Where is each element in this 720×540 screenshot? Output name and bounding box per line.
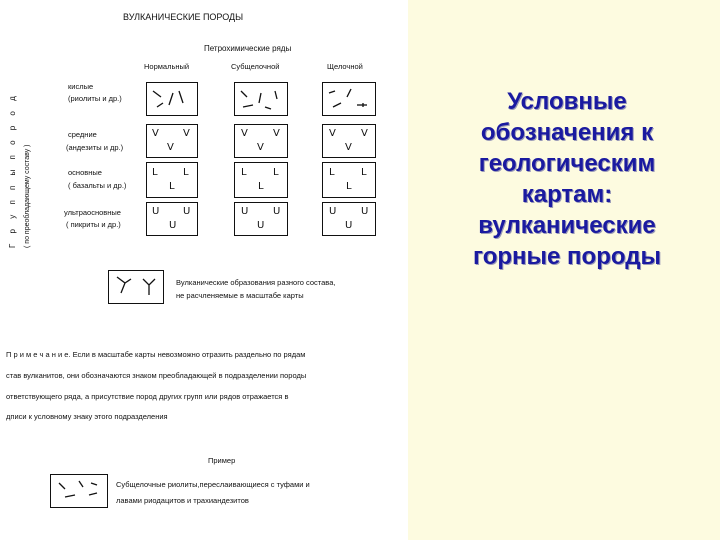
symbol-box-intermediate-normal bbox=[146, 124, 198, 158]
slide-title-line-5: вулканические bbox=[478, 212, 656, 239]
row-label-basic: основные bbox=[68, 168, 102, 177]
symbol-box-acid-normal bbox=[146, 82, 198, 116]
v-icon: V bbox=[361, 128, 368, 139]
l-icon: L bbox=[361, 167, 367, 178]
l-icon: L bbox=[241, 167, 247, 178]
row-label-intermediate: средние bbox=[68, 130, 97, 139]
v-icon: V bbox=[329, 128, 336, 139]
symbol-box-ultrabasic-subalkaline bbox=[234, 202, 288, 236]
l-icon: L bbox=[329, 167, 335, 178]
legend-heading: ВУЛКАНИЧЕСКИЕ ПОРОДЫ bbox=[123, 12, 244, 22]
symbol-box-undivided bbox=[108, 270, 164, 304]
u-icon: U bbox=[169, 220, 177, 231]
column-normal: Нормальный bbox=[144, 62, 190, 71]
symbol-box-basic-alkaline bbox=[322, 162, 376, 198]
example-caption-line1: Субщелочные риолиты,переслаивающиеся с туфами и bbox=[116, 480, 310, 489]
u-icon: U bbox=[273, 206, 281, 217]
u-icon: U bbox=[241, 206, 249, 217]
row-example-intermediate: (андезиты и др.) bbox=[66, 143, 124, 152]
u-icon: U bbox=[183, 206, 191, 217]
undivided-caption-line1: Вулканические образования разного состава, bbox=[176, 278, 336, 287]
u-icon: U bbox=[329, 206, 337, 217]
dash-icon bbox=[323, 83, 375, 115]
row-example-basic: ( базальты и др.) bbox=[68, 181, 127, 190]
v-icon: V bbox=[241, 128, 248, 139]
note-line-3: ответствующего ряда, а присутствие пород других групп или рядов отражается в bbox=[6, 392, 289, 401]
symbol-box-basic-subalkaline bbox=[234, 162, 288, 198]
slide-title-line-2: обозначения к bbox=[480, 119, 654, 146]
column-alkaline: Щелочной bbox=[327, 62, 363, 71]
slide-title bbox=[432, 86, 702, 272]
column-subalkaline: Субщелочной bbox=[231, 62, 280, 71]
l-icon: L bbox=[183, 167, 189, 178]
row-label-ultrabasic: ультраосновные bbox=[64, 208, 121, 217]
l-icon: L bbox=[346, 181, 352, 192]
v-icon: V bbox=[167, 142, 174, 153]
symbol-box-acid-alkaline bbox=[322, 82, 376, 116]
undivided-caption-line2: не расчленяемые в масштабе карты bbox=[176, 291, 304, 300]
slide-title-line-3: геологическим bbox=[478, 150, 656, 177]
v-icon: V bbox=[345, 142, 352, 153]
symbol-box-example bbox=[50, 474, 108, 508]
l-icon: L bbox=[152, 167, 158, 178]
l-icon: L bbox=[273, 167, 279, 178]
example-caption-line2: лавами риодацитов и трахиандезитов bbox=[116, 496, 249, 505]
dash-icon bbox=[235, 83, 287, 115]
row-example-ultrabasic: ( пикриты и др.) bbox=[66, 220, 121, 229]
symbol-box-ultrabasic-normal bbox=[146, 202, 198, 236]
symbol-box-ultrabasic-alkaline bbox=[322, 202, 376, 236]
slide-title-line-1: Условные bbox=[507, 88, 627, 115]
v-icon: V bbox=[183, 128, 190, 139]
symbol-box-basic-normal bbox=[146, 162, 198, 198]
l-icon: L bbox=[169, 181, 175, 192]
v-icon: V bbox=[257, 142, 264, 153]
rock-groups-vertical-label: Г р у п п ы п о р о д bbox=[8, 92, 17, 248]
symbol-box-intermediate-subalkaline bbox=[234, 124, 288, 158]
u-icon: U bbox=[152, 206, 160, 217]
note-line-1: П р и м е ч а н и е. Если в масштабе карты невозможно отразить раздельно по рядам bbox=[6, 350, 306, 359]
example-heading: Пример bbox=[208, 456, 236, 465]
u-icon: U bbox=[361, 206, 369, 217]
symbol-box-acid-subalkaline bbox=[234, 82, 288, 116]
v-icon: V bbox=[273, 128, 280, 139]
dash-icon bbox=[51, 475, 107, 507]
slide-title-line-4: картам: bbox=[521, 181, 613, 208]
row-label-acid: кислые bbox=[68, 82, 94, 91]
note-line-4: дписи к условному знаку этого подразделения bbox=[6, 412, 168, 421]
note-line-2: став вулканитов, они обозначаются знаком преобладающей в подразделении породы bbox=[6, 371, 307, 380]
rock-groups-vertical-note: ( по преобладающему составу ) bbox=[24, 144, 31, 248]
symbol-box-intermediate-alkaline bbox=[322, 124, 376, 158]
u-icon: U bbox=[345, 220, 353, 231]
slide-title-line-6: горные породы bbox=[473, 243, 661, 270]
series-label: Петрохимические ряды bbox=[204, 44, 292, 53]
u-icon: U bbox=[257, 220, 265, 231]
y-branch-icon bbox=[109, 271, 163, 303]
l-icon: L bbox=[258, 181, 264, 192]
v-icon: V bbox=[152, 128, 159, 139]
dash-icon bbox=[147, 83, 197, 115]
row-example-acid: (риолиты и др.) bbox=[68, 94, 122, 103]
